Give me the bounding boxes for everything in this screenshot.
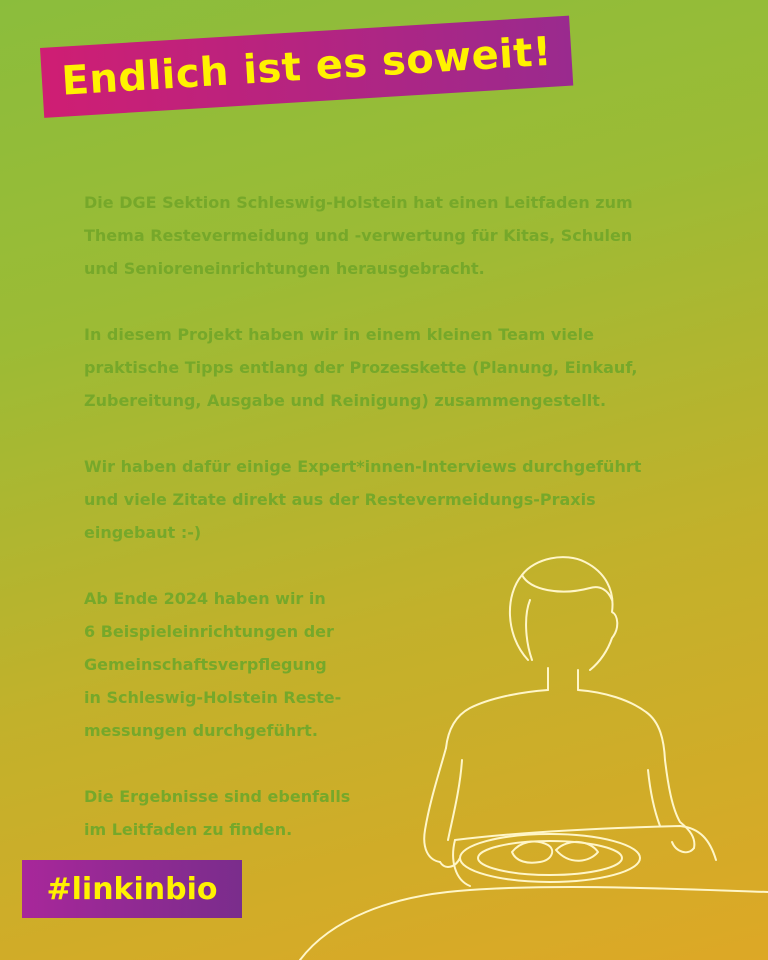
paragraph-measurements: Ab Ende 2024 haben wir in 6 Beispieleinrichtungen der Gemeinschaftsverpflegung in Schleswig-Holstein Reste- messungen durchgeführt. bbox=[84, 589, 342, 740]
paragraph-interviews: Wir haben dafür einige Expert*innen-Interviews durchgeführt und viele Zitate direkt aus der Restevermeidungs-Praxis eingebaut :-) bbox=[84, 457, 642, 542]
hashtag-banner[interactable] bbox=[22, 860, 242, 918]
headline: Endlich ist es soweit! bbox=[60, 28, 554, 105]
paragraph-results: Die Ergebnisse sind ebenfalls im Leitfaden zu finden. bbox=[84, 787, 351, 839]
headline-banner bbox=[40, 16, 573, 118]
body-copy bbox=[84, 186, 704, 879]
paragraph-intro: Die DGE Sektion Schleswig-Holstein hat einen Leitfaden zum Thema Restevermeidung und -verwertung für Kitas, Schulen und Senioreneinrichtungen herausgebracht. bbox=[84, 193, 633, 278]
hashtag-link[interactable]: #linkinbio bbox=[46, 871, 218, 907]
paragraph-project: In diesem Projekt haben wir in einem kleinen Team viele praktische Tipps entlang der Prozesskette (Planung, Einkauf, Zubereitung, Ausgabe und Reinigung) zusammengestellt. bbox=[84, 325, 638, 410]
